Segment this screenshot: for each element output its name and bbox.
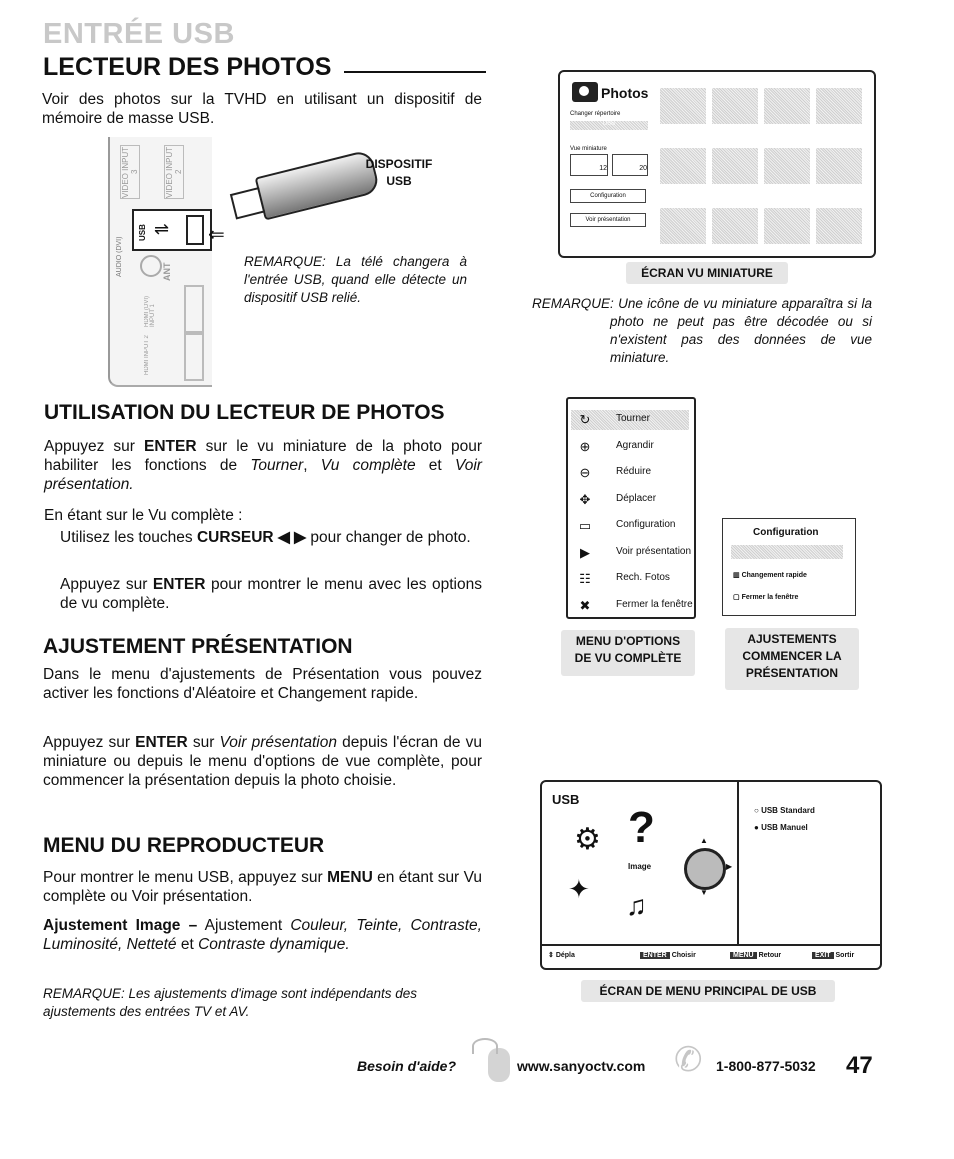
- close-window-icon: ✖: [579, 597, 591, 613]
- footer-enter-label: Choisir: [671, 952, 696, 959]
- thumbnail-title: Photos: [601, 85, 649, 101]
- device-label-line1: DISPOSITIF: [365, 157, 433, 171]
- usb-port-label: USB: [138, 224, 147, 241]
- usb-menu-footer-rule: [542, 944, 880, 946]
- player-p1-b: en étant sur Vu complète ou Voir présentation.: [43, 869, 483, 905]
- adjust-p2-b: sur: [187, 734, 220, 751]
- thumbnail-tile[interactable]: [660, 88, 706, 124]
- options-menu-screen: [566, 397, 696, 619]
- hdmi1-port: [184, 285, 204, 333]
- options-menu-caption: [561, 630, 695, 676]
- zoom-out-icon: ⊖: [579, 465, 591, 480]
- search-photos-icon: ☷: [579, 571, 591, 586]
- thumbnail-tile[interactable]: [816, 88, 862, 124]
- config-option-2[interactable]: [733, 593, 798, 601]
- thumbnail-note: [532, 295, 882, 367]
- adjust-paragraph-2: [43, 733, 482, 790]
- device-note-label: REMARQUE: [244, 254, 323, 269]
- mouse-icon: [472, 1036, 512, 1082]
- device-label: [356, 156, 442, 190]
- player-paragraph-1: [43, 868, 482, 906]
- options-menu-item[interactable]: [580, 544, 694, 560]
- view-20-option[interactable]: [612, 154, 648, 176]
- zoom-in-icon: ⊕: [579, 438, 591, 454]
- options-menu-item-label: Agrandir: [616, 439, 654, 451]
- intro-text: Voir des photos sur la TVHD en utilisant un dispositif de mémoire de masse USB.: [42, 91, 482, 127]
- folder-field[interactable]: USB: [570, 121, 648, 130]
- antenna-connector: [140, 255, 162, 277]
- config-option-1[interactable]: [733, 571, 807, 579]
- hdmi2-label: HDMI INPUT 2: [144, 335, 150, 375]
- footer-exit-hint: [812, 948, 854, 964]
- view-12-option[interactable]: [570, 154, 608, 176]
- usage-p1-tourner: Tourner: [250, 457, 304, 474]
- options-menu-item[interactable]: [579, 465, 694, 480]
- thumbnail-tile[interactable]: [764, 88, 810, 124]
- options-menu-item-label: Voir présentation: [616, 545, 692, 557]
- tv-input-panel: [108, 137, 212, 387]
- usage-p4-a: Appuyez sur: [60, 576, 153, 593]
- player-p2-items: Couleur, Teinte, Contraste, Luminosité, Netteté: [43, 917, 482, 953]
- device-note: [244, 253, 467, 307]
- config-icon: ▭: [578, 518, 592, 533]
- player-p2-label: Ajustement Image –: [43, 917, 198, 934]
- adjust-paragraph-1: Dans le menu d'ajustements de Présentation vous pouvez activer les fonctions d'Aléatoire et Changement rapide.: [43, 666, 482, 702]
- config-caption-line2: COMMENCER LA: [742, 649, 842, 663]
- usage-p4-b: pour montrer le menu avec les options de vu complète.: [60, 576, 482, 612]
- help-text: Besoin d'aide?: [357, 1058, 457, 1074]
- config-panel-title: Configuration: [753, 527, 819, 538]
- options-menu-item-label: Rech. Fotos: [616, 572, 670, 583]
- video3-label: VIDEO INPUT 3: [121, 146, 139, 198]
- usb-menu-footer: [542, 948, 880, 964]
- thumbnail-note-text: : Une icône de vu miniature apparaîtra si la photo ne peut pas être décodée ou si n'existent pas des données de vue miniature.: [610, 296, 873, 365]
- usb-standard-option[interactable]: [754, 806, 815, 815]
- footer-exit-label: Sortir: [835, 952, 855, 959]
- player-p1-a: Pour montrer le menu USB, appuyez sur: [43, 869, 328, 886]
- page-number: 47: [846, 1052, 873, 1079]
- music-disc-icon: ♫: [626, 890, 647, 921]
- phone-icon: ✆: [674, 1041, 703, 1079]
- options-menu-list: [578, 399, 693, 617]
- thumbnail-screen: [558, 70, 876, 258]
- thumbnail-tile[interactable]: [712, 208, 758, 244]
- usb-manual-radio-icon: ●: [754, 823, 762, 832]
- thumbnail-tile[interactable]: [660, 208, 706, 244]
- options-caption-line1: MENU D'OPTIONS: [575, 634, 681, 648]
- player-heading: MENU DU REPRODUCTEUR: [43, 834, 325, 857]
- config-panel: [722, 518, 856, 616]
- player-note-label: REMARQUE: [43, 986, 122, 1001]
- arrow-down-icon: ▼: [700, 888, 708, 897]
- config-option-1-icon: ▥: [733, 572, 742, 579]
- options-caption-line2: DE VU COMPLÈTE: [574, 651, 682, 665]
- player-p2-et: et: [176, 936, 199, 953]
- enter-key-badge: ENTER: [640, 952, 670, 959]
- usage-p3-curseur: CURSEUR ◀ ▶: [196, 529, 307, 546]
- usage-heading: UTILISATION DU LECTEUR DE PHOTOS: [44, 401, 445, 424]
- adjust-p2-c: depuis l'écran de vu miniature ou depuis le menu d'options de vue complète, pour commencer la présentation depuis la photo choisie.: [43, 734, 483, 789]
- page-title: ENTRÉE USB: [43, 18, 235, 50]
- usage-p1-voir: Voir présentation.: [44, 457, 482, 493]
- footer-menu-hint: [730, 948, 781, 964]
- usage-p3-b: pour changer de photo.: [306, 529, 471, 546]
- config-caption: [725, 628, 859, 690]
- player-paragraph-2: [43, 916, 482, 954]
- options-menu-item-label: Réduire: [616, 466, 652, 477]
- adjust-heading: AJUSTEMENT PRÉSENTATION: [43, 635, 353, 658]
- usage-paragraph-4: [60, 575, 482, 613]
- usage-p1-et: et: [415, 457, 455, 474]
- website-link[interactable]: www.sanyoctv.com: [517, 1058, 646, 1074]
- hdmi2-port: [184, 333, 204, 381]
- config-button[interactable]: Configuration: [570, 189, 646, 203]
- usb-manual-option[interactable]: [754, 823, 808, 832]
- video2-label: VIDEO INPUT 2: [165, 146, 183, 198]
- hdmi1-label: HDMI (DVI) INPUT 1: [144, 296, 156, 327]
- usage-p1-vu: Vu complète: [320, 457, 416, 474]
- usb-standard-label: USB Standard: [761, 806, 815, 815]
- tools-icon: ⚙: [574, 823, 601, 856]
- usage-paragraph-3: [60, 528, 482, 547]
- player-p1-menu: MENU: [327, 869, 373, 886]
- usage-p1-b: sur le vu miniature de la photo pour habiliter les fonctions de: [44, 438, 483, 474]
- thumbnail-tile[interactable]: [764, 148, 810, 184]
- footer-move-label: Dépla: [555, 952, 575, 959]
- adjust-p2-a: Appuyez sur: [43, 734, 136, 751]
- usage-paragraph-2: En étant sur le Vu complète :: [44, 507, 243, 524]
- thumbnail-tile[interactable]: [712, 88, 758, 124]
- footer-move-hint: [548, 948, 575, 964]
- insert-arrow-icon: ⇐: [208, 224, 225, 246]
- usb-port-box: [132, 209, 212, 251]
- options-menu-item[interactable]: [579, 571, 694, 586]
- exit-key-badge: EXIT: [812, 952, 834, 959]
- usb-menu-screen: [540, 780, 882, 970]
- player-note: [43, 985, 483, 1021]
- usage-p4-enter: ENTER: [152, 576, 206, 593]
- options-menu-item[interactable]: [579, 597, 694, 613]
- footer-enter-hint: [640, 948, 696, 964]
- options-menu-item[interactable]: [579, 491, 694, 507]
- options-menu-item-label: Tourner: [616, 413, 650, 424]
- player-p2-a: Ajustement: [197, 917, 291, 934]
- folder-label: Changer répertoire: [570, 111, 621, 117]
- phone-number: 1-800-877-5032: [716, 1058, 816, 1074]
- updown-icon: ⇕: [548, 952, 556, 959]
- options-menu-item[interactable]: [578, 518, 694, 533]
- options-menu-item[interactable]: [579, 412, 694, 427]
- usb-menu-divider: [737, 782, 739, 944]
- player-note-text: : Les ajustements d'image sont indépendants des ajustements des entrées TV et AV.: [43, 986, 418, 1019]
- thumbnail-note-label: REMARQUE: [532, 296, 611, 311]
- thumbnail-tile[interactable]: [816, 148, 862, 184]
- view-label: Vue miniature: [570, 146, 607, 152]
- device-label-line2: USB: [386, 174, 412, 188]
- page-subtitle: [43, 53, 486, 82]
- player-p2-last: Contraste dynamique.: [198, 936, 350, 953]
- arrow-right-icon: ▶: [726, 862, 733, 871]
- options-menu-item[interactable]: [579, 438, 694, 454]
- config-option-1-label: Changement rapide: [741, 572, 807, 579]
- footer-menu-label: Retour: [758, 952, 782, 959]
- view-20-text: 20: [639, 165, 647, 172]
- usage-paragraph-1: [44, 437, 482, 494]
- menu-key-badge: MENU: [730, 952, 757, 959]
- subtitle-text: LECTEUR DES PHOTOS: [43, 53, 332, 81]
- options-menu-item-label: Déplacer: [616, 492, 657, 504]
- config-option-2-label: Fermer la fenêtre: [741, 594, 799, 601]
- photo-icon: ✦: [568, 874, 590, 904]
- rotate-icon: ↻: [579, 412, 591, 427]
- config-option-2-icon: ▢: [733, 594, 742, 601]
- thumbnail-tile[interactable]: [660, 148, 706, 184]
- ant-label: ANT: [162, 262, 172, 281]
- slideshow-button[interactable]: Voir présentation: [570, 213, 646, 227]
- view-12-text: 12: [599, 165, 607, 172]
- usb-slot: [186, 215, 204, 245]
- thumbnail-caption: ÉCRAN VU MINIATURE: [626, 262, 788, 284]
- usage-p1-sep: ,: [303, 457, 321, 474]
- usb-menu-title: USB: [552, 792, 580, 807]
- adjust-p2-enter: ENTER: [135, 734, 188, 751]
- usb-standard-radio-icon: ○: [754, 806, 762, 815]
- slideshow-icon: ▶: [580, 544, 590, 560]
- camera-icon: [572, 82, 598, 102]
- image-selected-icon[interactable]: [684, 848, 726, 890]
- usage-p3-a: Utilisez les touches: [60, 529, 197, 546]
- subtitle-rule: [344, 71, 486, 73]
- thumbnail-grid: [660, 88, 870, 248]
- usb-symbol-icon: ⇌: [154, 219, 170, 239]
- usb-menu-caption: ÉCRAN DE MENU PRINCIPAL DE USB: [581, 980, 835, 1002]
- options-menu-item-label: Configuration: [616, 519, 676, 530]
- audio-label: AUDIO (DVI): [116, 236, 123, 277]
- move-icon: ✥: [579, 491, 591, 507]
- thumbnail-tile[interactable]: [712, 148, 758, 184]
- help-question-icon: ?: [628, 803, 655, 852]
- config-panel-highlight: [731, 545, 843, 559]
- config-caption-line3: PRÉSENTATION: [745, 666, 839, 680]
- thumbnail-tile[interactable]: [816, 208, 862, 244]
- usage-p1-a: Appuyez sur: [44, 438, 145, 455]
- usb-manual-label: USB Manuel: [761, 823, 808, 832]
- adjust-p2-voir: Voir présentation: [219, 734, 337, 751]
- image-label: Image: [628, 862, 652, 871]
- arrow-up-icon: ▲: [700, 836, 708, 845]
- thumbnail-tile[interactable]: [764, 208, 810, 244]
- device-note-text: : La télé changera à l'entrée USB, quand elle détecte un dispositif USB relié.: [244, 254, 467, 305]
- config-caption-line1: AJUSTEMENTS: [747, 632, 837, 646]
- usage-p1-enter: ENTER: [144, 438, 197, 455]
- options-menu-item-label: Fermer la fenêtre: [616, 598, 693, 610]
